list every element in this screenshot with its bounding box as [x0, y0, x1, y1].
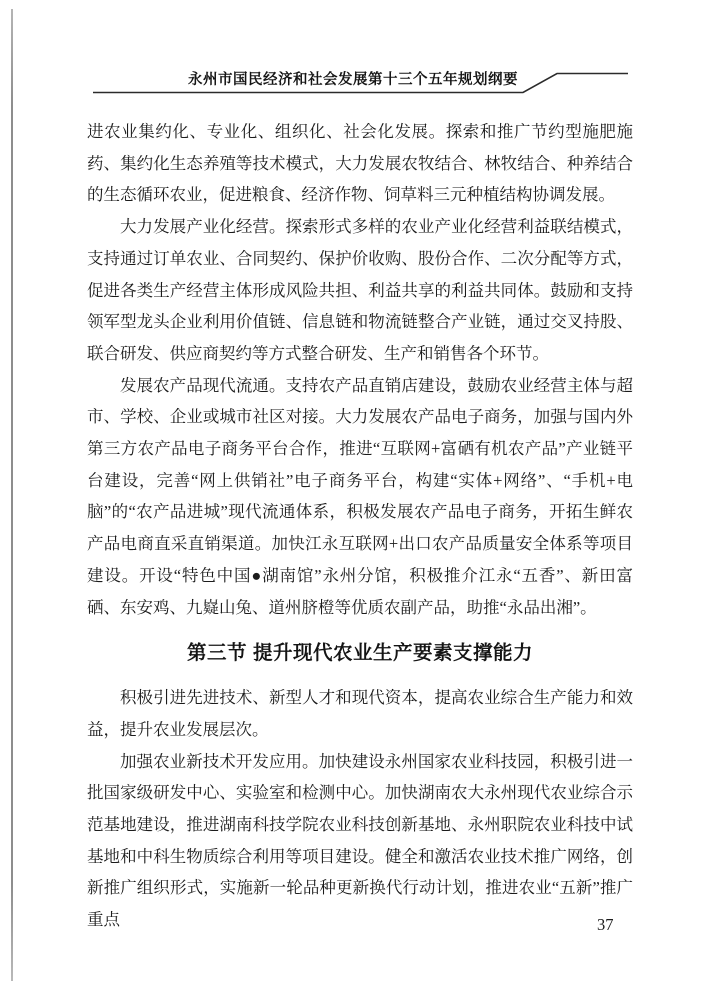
- paragraph-agritech-development: 加强农业新技术开发应用。加快建设永州国家农业科技园，积极引进一批国家级研发中心、实验室和检测中心。加快湖南农大永州现代农业综合示范基地建设，推进湖南科技学院农业科技创新基地、永州职院农业科技中试基地和中科生物质综合利用等项目建设。健全和激活农业技术推广网络，创新推广组织形式，实施新一轮品种更新换代行动计划，推进农业“五新”推广重点: [87, 751, 633, 930]
- paragraph-intro-factors: 积极引进先进技术、新型人才和现代资本，提高农业综合生产能力和效益，提升农业发展层次。: [87, 688, 633, 739]
- paragraph-modern-circulation: 发展农产品现代流通。支持农产品直销店建设，鼓励农业经营主体与超市、学校、企业或城市社区对接。大力发展农产品电子商务，加强与国内外第三方农产品电子商务平台合作，推进“互联网+富硒有机农产品”产业链平台建设，完善“网上供销社”电子商务平台，构建“实体+网络”、“手机+电脑”的“农产品进城”现代流通体系，积极发展农产品电子商务，开拓生鲜农产品电商直采直销渠道。加快江永互联网+出口农产品质量安全体系等项目建设。开设“特色中国●湖南馆”永州分馆，积极推介江永“五香”、新田富硒、东安鸡、九嶷山兔、道州脐橙等优质农副产品，助推“永品出湘”。: [87, 375, 633, 617]
- page-number: 37: [597, 915, 614, 934]
- running-head-title: 永州市国民经济和社会发展第十三个五年规划纲要: [188, 72, 518, 88]
- paragraph-continuation: 进农业集约化、专业化、组织化、社会化发展。探索和推广节约型施肥施药、集约化生态养殖等技术模式，大力发展农牧结合、林牧结合、种养结合的生态循环农业，促进粮食、经济作物、饲草料三元种植结构协调发展。: [87, 122, 633, 205]
- section-heading: 第三节 提升现代农业生产要素支撑能力: [187, 642, 533, 665]
- scan-edge-line: [11, 9, 13, 981]
- header-decorative-rule: [0, 0, 721, 110]
- paragraph-industrialized-management: 大力发展产业化经营。探索形式多样的农业产业化经营利益联结模式，支持通过订单农业、合同契约、保护价收购、股份合作、二次分配等方式，促进各类生产经营主体形成风险共担、利益共享的利益共同体。鼓励和支持领军型龙头企业利用价值链、信息链和物流链整合产业链，通过交叉持股、联合研发、供应商契约等方式整合研发、生产和销售各个环节。: [87, 217, 633, 363]
- page-body: [87, 116, 633, 936]
